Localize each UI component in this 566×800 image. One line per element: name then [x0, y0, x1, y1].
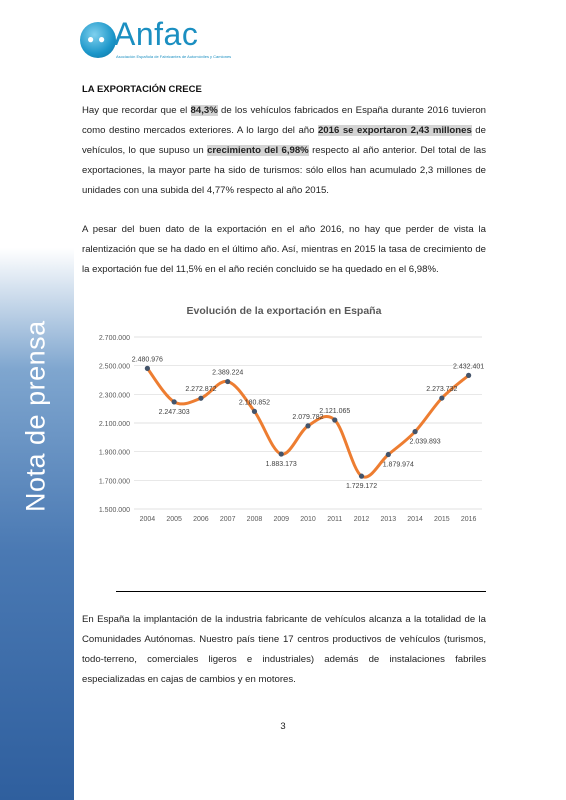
logo-emblem-icon: ● ●	[80, 22, 116, 58]
export-chart	[82, 295, 486, 530]
x-tick-label: 2016	[460, 516, 477, 523]
x-tick-label: 2006	[193, 516, 209, 523]
data-label: 2.389.224	[212, 369, 244, 377]
data-label: 2.039.893	[409, 438, 441, 446]
data-point	[412, 429, 417, 434]
y-tick-label: 1.700.000	[98, 478, 130, 486]
y-tick-label: 2.700.000	[98, 335, 130, 342]
data-label: 2.432.401	[453, 363, 485, 371]
x-tick-label: 2008	[246, 516, 263, 523]
data-label: 2.247.303	[158, 408, 190, 416]
section-heading: LA EXPORTACIÓN CRECE	[82, 84, 202, 95]
data-point	[466, 373, 471, 378]
logo-name: Anfac	[114, 16, 199, 52]
x-tick-label: 2013	[380, 516, 397, 523]
data-label: 2.121.065	[319, 407, 351, 415]
logo-tagline: Asociación Española de Fabricantes de Automóviles y Camiones	[116, 54, 232, 59]
x-tick-label: 2012	[353, 516, 370, 523]
divider-line	[116, 591, 486, 592]
data-point	[172, 399, 177, 404]
y-tick-label: 2.100.000	[98, 421, 130, 428]
highlight-percentage: 84,3%	[190, 105, 218, 116]
data-label: 1.879.974	[382, 461, 414, 469]
data-point	[386, 452, 391, 457]
x-tick-label: 2010	[300, 516, 316, 523]
y-tick-label: 2.500.000	[98, 363, 130, 371]
x-tick-label: 2004	[139, 516, 156, 523]
data-point	[225, 379, 230, 384]
anfac-logo	[80, 16, 230, 58]
x-tick-label: 2015	[434, 516, 450, 523]
y-tick-label: 2.300.000	[98, 392, 130, 400]
data-label: 2.273.732	[426, 386, 458, 394]
paragraph-2: A pesar del buen dato de la exportación en el año 2016, no hay que perder de vista la ralentización que se ha dado en el último año. Así, mientras en 2015 la tasa de crecimiento de la exportación fue del 11,5% en el año recién concluido se ha quedado en el 6,98%.	[82, 224, 486, 275]
chart-title: Evolución de la exportación en España	[186, 305, 382, 317]
highlight-exports: 2016 se exportaron 2,43 millones	[317, 125, 472, 136]
line-chart	[82, 295, 486, 530]
x-tick-label: 2005	[166, 516, 182, 523]
y-tick-label: 1.500.000	[98, 507, 130, 514]
paragraph-1: Hay que recordar que el 84,3% de los vehículos fabricados en España durante 2016 tuvieron como destino mercados exteriores. A lo largo del año 2016 se exportaron 2,43 millones de vehículos, lo que supuso un crecimiento del 6,98% respecto al año anterior. Del total de las exportaciones, la mayor parte ha sido de turismos: sólo ellos han acumulado 2,3 millones de unidades con una subida del 4,77% respecto al año 2015.	[82, 105, 486, 196]
page-number: 3	[280, 721, 286, 732]
data-label: 2.079.782	[292, 413, 324, 421]
x-tick-label: 2011	[327, 516, 343, 523]
x-tick-label: 2014	[407, 516, 423, 523]
data-point	[279, 451, 284, 456]
data-point	[439, 395, 444, 400]
x-tick-label: 2007	[219, 516, 236, 523]
data-point	[359, 474, 364, 479]
data-label: 1.883.173	[265, 461, 297, 469]
side-label: Nota de prensa	[20, 320, 51, 512]
paragraph-3: En España la implantación de la industria fabricante de vehículos alcanza a la totalidad de la Comunidades Autónomas. Nuestro país tiene 17 centros productivos de vehículos (turismos, todo-terreno, comerciales ligeros e industriales) además de instalaciones fabriles especializadas en cajas de cambios y en motores.	[82, 614, 486, 685]
x-tick-label: 2009	[273, 516, 290, 523]
data-label: 2.272.872	[185, 386, 217, 394]
data-point	[305, 423, 310, 428]
data-label: 2.480.976	[131, 356, 163, 364]
data-point	[252, 409, 257, 414]
highlight-growth: crecimiento del 6,98%	[207, 145, 309, 156]
y-tick-label: 1.900.000	[98, 449, 130, 457]
data-point	[332, 417, 337, 422]
data-point	[145, 366, 150, 371]
data-point	[198, 396, 203, 401]
data-label: 1.729.172	[345, 483, 378, 491]
data-label: 2.180.852	[238, 399, 271, 407]
